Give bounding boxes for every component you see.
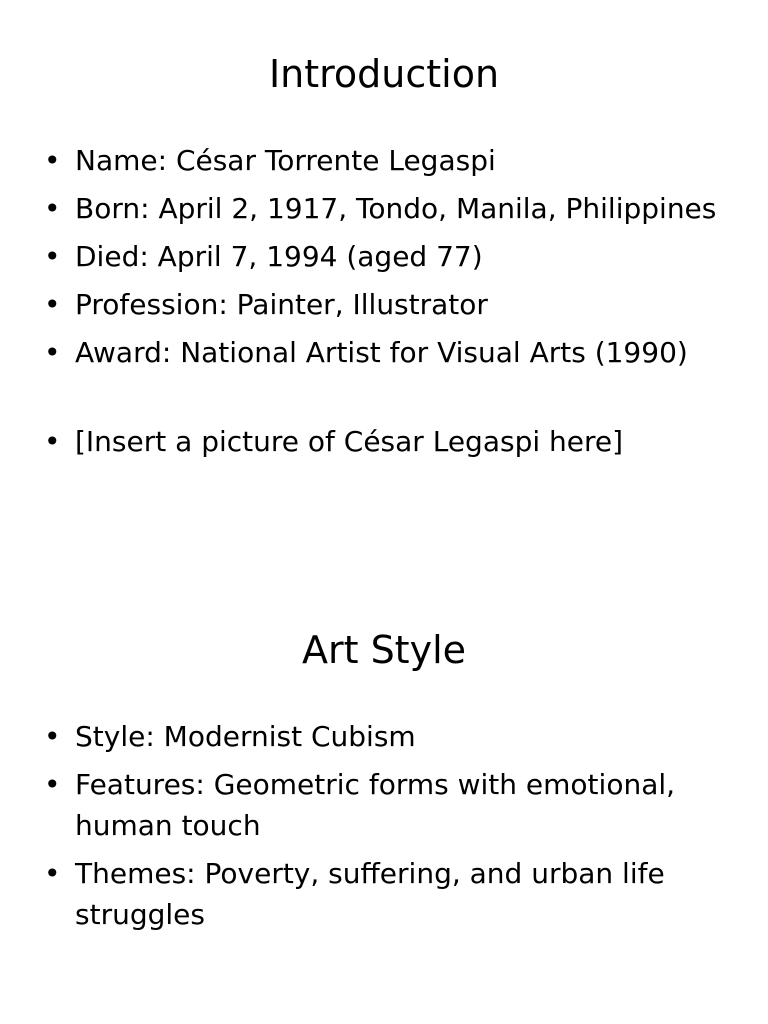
bullet-icon: • bbox=[44, 720, 61, 753]
bullet-item-style bbox=[0, 716, 768, 757]
bullet-text: [Insert a picture of César Legaspi here] bbox=[75, 425, 624, 458]
bullet-item-features bbox=[0, 764, 768, 846]
bullet-icon: • bbox=[44, 192, 61, 225]
bullet-icon: • bbox=[44, 240, 61, 273]
bullet-list bbox=[0, 716, 768, 942]
bullet-text: Profession: Painter, Illustrator bbox=[75, 288, 488, 321]
bullet-icon: • bbox=[44, 288, 61, 321]
bullet-item-profession bbox=[0, 284, 768, 325]
bullet-item-name bbox=[0, 140, 768, 181]
bullet-icon: • bbox=[44, 768, 61, 801]
bullet-text: Style: Modernist Cubism bbox=[75, 720, 416, 753]
bullet-item-themes bbox=[0, 853, 768, 935]
slide-title: Introduction bbox=[268, 52, 500, 96]
slide-title: Art Style bbox=[301, 628, 467, 672]
bullet-list bbox=[0, 140, 768, 469]
bullet-item-award bbox=[0, 332, 768, 373]
bullet-icon: • bbox=[44, 336, 61, 369]
bullet-text: Themes: Poverty, suffering, and urban life struggles bbox=[75, 857, 665, 931]
bullet-text: Died: April 7, 1994 (aged 77) bbox=[75, 240, 483, 273]
bullet-text: Name: César Torrente Legaspi bbox=[75, 144, 496, 177]
bullet-text: Award: National Artist for Visual Arts (1990) bbox=[75, 336, 688, 369]
bullet-text: Born: April 2, 1917, Tondo, Manila, Philippines bbox=[75, 192, 717, 225]
bullet-icon: • bbox=[44, 857, 61, 890]
bullet-item-picture-placeholder bbox=[0, 421, 768, 462]
bullet-icon: • bbox=[44, 144, 61, 177]
bullet-icon: • bbox=[44, 425, 61, 458]
bullet-item-died bbox=[0, 236, 768, 277]
slide-art-style bbox=[0, 512, 768, 1024]
bullet-text: Features: Geometric forms with emotional, human touch bbox=[75, 768, 676, 842]
bullet-item-born bbox=[0, 188, 768, 229]
